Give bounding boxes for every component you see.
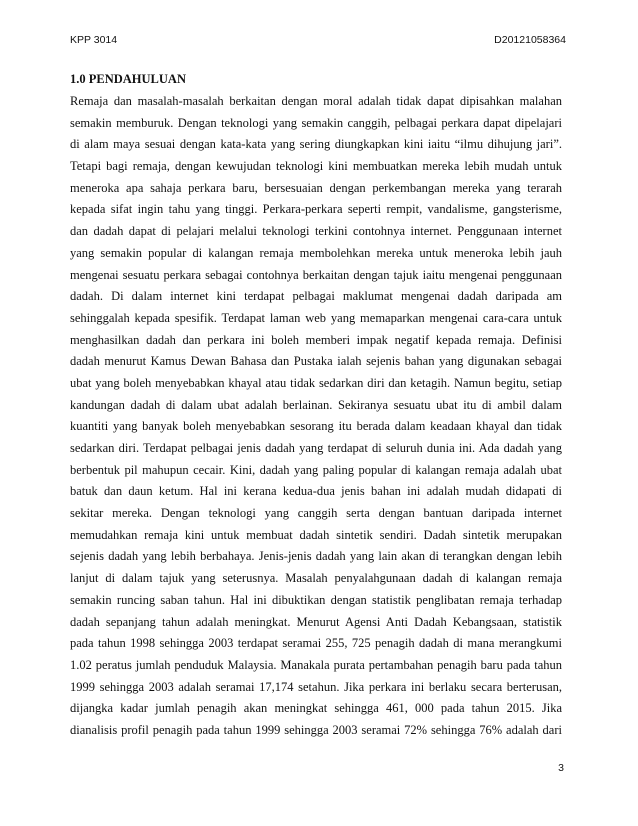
- body-line: sejenis dadah yang lebih berbahaya. Jenis-jenis dadah yang lain akan di terangkan dengan lebih: [70, 549, 562, 564]
- body-line: kuantiti yang banyak boleh menyebabkan sesorang itu berada dalam keadaan khayal dan tidak: [70, 419, 562, 434]
- course-code: KPP 3014: [70, 34, 118, 46]
- body-line: dianalisis profil penagih pada tahun 1999 sehingga 2003 seramai 72% sehingga 76% adalah dari: [70, 722, 562, 737]
- body-line: mengenai sesuatu perkara sebagai contohnya berkaitan dengan tajuk iaitu mengenai penggunaan: [70, 267, 562, 282]
- body-line: dijangka kadar jumlah penagih akan meningkat sehingga 461, 000 pada tahun 2015. Jika: [70, 701, 562, 716]
- student-id: D20121058364: [494, 34, 566, 46]
- body-line: di alam maya sesuai dengan kata-kata yang sering diungkapkan kini iaitu “ilmu dihujung jari”.: [70, 137, 562, 152]
- body-line: meneroka apa sahaja perkara baru, bersesuaian dengan perkembangan mereka yang terarah: [70, 180, 562, 195]
- body-line: 1999 sehingga 2003 adalah seramai 17,174 setahun. Jika perkara ini berlaku secara berterusan,: [70, 679, 562, 694]
- section-heading: 1.0 PENDAHULUAN: [70, 72, 186, 86]
- body-line: memudahkan remaja kini untuk membuat dadah sintetik sendiri. Dadah sintetik merupakan: [70, 527, 562, 542]
- body-line: berbentuk pil mahupun cecair. Kini, dadah yang paling popular di kalangan remaja adalah ubat: [70, 462, 562, 477]
- body-line: sekitar mereka. Dengan teknologi yang canggih serta dengan bantuan daripada internet: [70, 506, 562, 521]
- body-line: 1.02 peratus jumlah penduduk Malaysia. Manakala purata pertambahan penagih baru pada tahun: [70, 657, 562, 672]
- body-line: kandungan dadah di dalam ubat adalah berlainan. Sekiranya sesuatu ubat itu di ambil dalam: [70, 397, 562, 412]
- body-line: semakin memburuk. Dengan teknologi yang semakin canggih, pelbagai perkara dapat dipelajari: [70, 115, 562, 130]
- body-line: ubat yang boleh menyebabkan khayal atau tidak sedarkan diri dan ketagih. Namun begitu, setiap: [70, 375, 562, 390]
- body-line: dadah. Di dalam internet kini terdapat pelbagai maklumat mengenai dadah daripada am: [70, 289, 562, 304]
- body-line: batuk dan daun ketum. Hal ini kerana kedua-dua jenis bahan ini adalah mudah didapati di: [70, 484, 562, 499]
- body-line: Remaja dan masalah-masalah berkaitan dengan moral adalah tidak dapat dipisahkan malahan: [70, 94, 562, 108]
- body-line: pada tahun 1998 sehingga 2003 terdapat seramai 255, 725 penagih dadah di mana merangkumi: [70, 636, 562, 651]
- body-line: sedarkan diri. Terdapat pelbagai jenis dadah yang terdapat di seluruh dunia ini. Ada dadah yang: [70, 441, 562, 455]
- body-line: yang semakin popular di kalangan remaja membolehkan mereka untuk meneroka lebih jauh: [70, 245, 562, 260]
- body-line: dadah menurut Kamus Dewan Bahasa dan Pustaka ialah sejenis bahan yang digunakan sebagai: [70, 354, 562, 369]
- body-line: Tetapi bagi remaja, dengan kewujudan teknologi kini membuatkan mereka lebih mudah untuk: [70, 159, 562, 174]
- body-line: lanjut di dalam tajuk yang seterusnya. Masalah penyalahgunaan dadah di kalangan remaja: [70, 571, 562, 586]
- page-number: 3: [558, 762, 564, 774]
- body-line: dadah sepanjang tahun adalah meningkat. Menurut Agensi Anti Dadah Kebangsaan, statistik: [70, 614, 562, 629]
- page-header: [70, 34, 566, 48]
- body-line: dan dadah dapat di pelajari melalui teknologi terkini contohnya internet. Penggunaan internet: [70, 224, 562, 239]
- body-line: sehinggalah kepada spesifik. Terdapat laman web yang memaparkan mengenai cara-cara untuk: [70, 310, 562, 325]
- body-line: semakin runcing saban tahun. Hal ini dibuktikan dengan statistik penglibatan remaja terhadap: [70, 592, 562, 607]
- body-text: [70, 91, 562, 742]
- body-line: kepada sifat ingin tahu yang tinggi. Perkara-perkara seperti rempit, vandalisme, gangsterisme,: [70, 202, 562, 217]
- body-line: menghasilkan dadah dan perkara ini boleh memberi impak negatif kepada remaja. Definisi: [70, 332, 562, 347]
